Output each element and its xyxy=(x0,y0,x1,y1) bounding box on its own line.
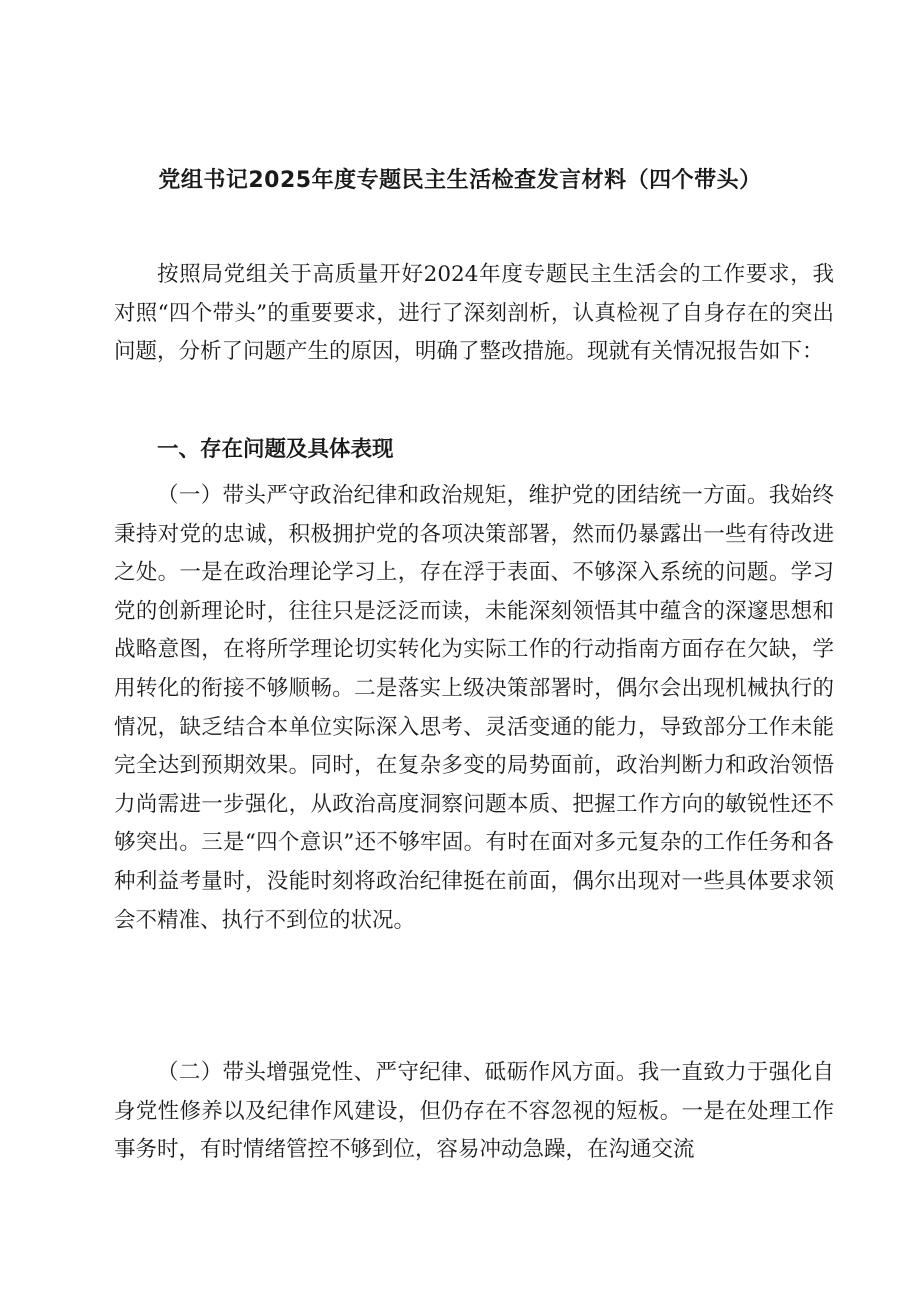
paragraph-party-spirit: （二）带头增强党性、严守纪律、砥砺作风方面。我一直致力于强化自身党性修养以及纪律作风建设，但仍存在不容忽视的短板。一是在处理工作事务时，有时情绪管控不够到位，容易冲动急躁，在沟通交流 xyxy=(114,1060,834,1163)
section-heading: 一、存在问题及具体表现 xyxy=(157,437,394,462)
document-title: 党组书记2025年度专题民主生活检查发言材料（四个带头） xyxy=(158,168,762,193)
paragraph-political-discipline: （一）带头严守政治纪律和政治规矩，维护党的团结统一方面。我始终秉持对党的忠诚，积极拥护党的各项决策部署，然而仍暴露出一些有待改进之处。一是在政治理论学习上，存在浮于表面、不够深入系统的问题。学习党的创新理论时，往往只是泛泛而读，未能深刻领悟其中蕴含的深邃思想和战略意图，在将所学理论切实转化为实际工作的行动指南方面存在欠缺，学用转化的衔接不够顺畅。二是落实上级决策部署时，偶尔会出现机械执行的情况，缺乏结合本单位实际深入思考、灵活变通的能力，导致部分工作未能完全达到预期效果。同时，在复杂多变的局势面前，政治判断力和政治领悟力尚需进一步强化，从政治高度洞察问题本质、把握工作方向的敏锐性还不够突出。三是“四个意识”还不够牢固。有时在面对多元复杂的工作任务和各种利益考量时，没能时刻将政治纪律挺在前面，偶尔出现对一些具体要求领会不精准、执行不到位的状况。 xyxy=(114,483,834,933)
intro-paragraph: 按照局党组关于高质量开好2024年度专题民主生活会的工作要求，我对照“四个带头”的重要要求，进行了深刻剖析，认真检视了自身存在的突出问题，分析了问题产生的原因，明确了整改措施。现就有关情况报告如下： xyxy=(114,262,834,365)
